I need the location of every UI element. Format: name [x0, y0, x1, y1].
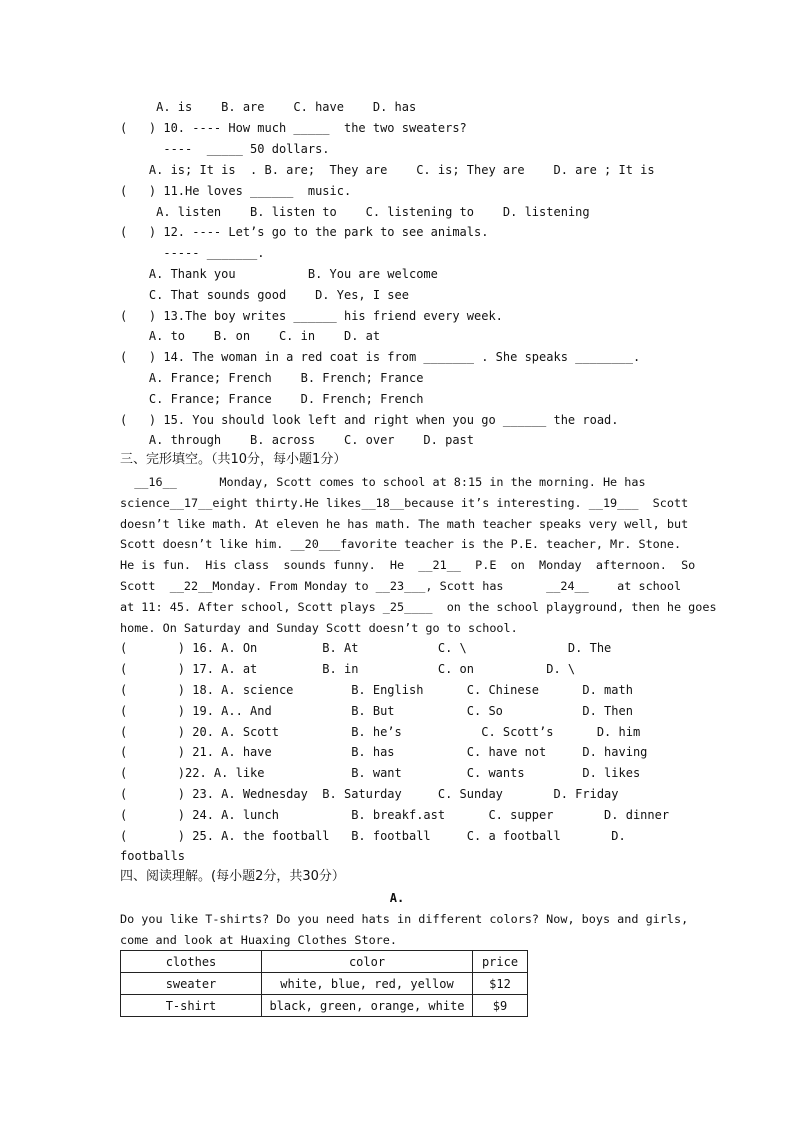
reading-intro-2: come and look at Huaxing Clothes Store.: [120, 933, 397, 947]
cloze-line-3: doesn’t like math. At eleven he has math. The math teacher speaks very well, but: [120, 517, 689, 531]
q12-stem: ( ) 12. ---- Let’s go to the park to see animals.: [120, 225, 489, 239]
table-header-cell: color: [262, 951, 473, 973]
q11-options: A. listen B. listen to C. listening to D. listening: [120, 205, 590, 219]
cloze-q21: ( ) 21. A. have B. has C. have not D. having: [120, 745, 648, 759]
cloze-line-1: __16__ Monday, Scott comes to school at 8:15 in the morning. He has: [120, 475, 646, 489]
table-cell: black, green, orange, white: [262, 995, 473, 1017]
cloze-q18: ( ) 18. A. science B. English C. Chinese D. math: [120, 683, 633, 697]
cloze-q25: ( ) 25. A. the football B. football C. a football D.: [120, 829, 626, 843]
table-header-cell: price: [473, 951, 528, 973]
reading-intro-1: Do you like T-shirts? Do you need hats in different colors? Now, boys and girls,: [120, 912, 689, 926]
cloze-q24: ( ) 24. A. lunch B. breakf.ast C. supper D. dinner: [120, 808, 670, 822]
table-cell: sweater: [121, 973, 262, 995]
q12-options-ab: A. Thank you B. You are welcome: [120, 267, 438, 281]
q14-options-ab: A. France; French B. French; France: [120, 371, 424, 385]
q10-options: A. is; It is . B. are; They are C. is; They are D. are ; It is: [120, 163, 655, 177]
q13-options: A. to B. on C. in D. at: [120, 329, 381, 343]
cloze-line-5: He is fun. His class sounds funny. He __21__ P.E on Monday afternoon. So: [120, 558, 696, 572]
cloze-q20: ( ) 20. A. Scott B. he’s C. Scott’s D. him: [120, 725, 641, 739]
cloze-line-6: Scott __22__Monday. From Monday to __23___, Scott has __24__ at school: [120, 579, 682, 593]
table-cell: $12: [473, 973, 528, 995]
q14-stem: ( ) 14. The woman in a red coat is from _______ . She speaks ________.: [120, 350, 641, 364]
cloze-q19: ( ) 19. A.. And B. But C. So D. Then: [120, 704, 633, 718]
q15-options: A. through B. across C. over D. past: [120, 433, 475, 447]
cloze-line-4: Scott doesn’t like him. __20___favorite teacher is the P.E. teacher, Mr. Stone.: [120, 537, 682, 551]
reading-part-label: A.: [389, 891, 405, 905]
q10-reply: ---- _____ 50 dollars.: [120, 142, 330, 156]
q15-stem: ( ) 15. You should look left and right when you go ______ the road.: [120, 413, 619, 427]
table-row: [121, 973, 528, 995]
table-header-cell: clothes: [121, 951, 262, 973]
q13-stem: ( ) 13.The boy writes ______ his friend every week.: [120, 309, 503, 323]
cloze-q25-wrap: footballs: [120, 849, 186, 863]
cloze-q16: ( ) 16. A. On B. At C. \ D. The: [120, 641, 612, 655]
cloze-line-2: science__17__eight thirty.He likes__18__because it’s interesting. __19___ Scott: [120, 496, 689, 510]
q12-reply: ----- _______.: [120, 246, 265, 260]
table-row: [121, 995, 528, 1017]
section3-heading: 三、完形填空。（共10分，每小题1分）: [120, 452, 347, 467]
q10-stem: ( ) 10. ---- How much _____ the two sweaters?: [120, 121, 467, 135]
q11-stem: ( ) 11.He loves ______ music.: [120, 184, 352, 198]
q12-options-cd: C. That sounds good D. Yes, I see: [120, 288, 409, 302]
cloze-q23: ( ) 23. A. Wednesday B. Saturday C. Sunday D. Friday: [120, 787, 619, 801]
clothes-price-table: [120, 950, 528, 1017]
cloze-line-7: at 11: 45. After school, Scott plays _25____ on the school playground, then he goes: [120, 600, 717, 614]
table-header-row: [121, 951, 528, 973]
cloze-q17: ( ) 17. A. at B. in C. on D. \: [120, 662, 576, 676]
q14-options-cd: C. France; France D. French; French: [120, 392, 424, 406]
cloze-line-8: home. On Saturday and Sunday Scott doesn’t go to school.: [120, 621, 518, 635]
table-cell: white, blue, red, yellow: [262, 973, 473, 995]
section4-heading: 四、阅读理解。(每小题2分，共30分）: [120, 869, 345, 884]
q9-options: A. is B. are C. have D. has: [120, 100, 417, 114]
table-cell: T-shirt: [121, 995, 262, 1017]
cloze-q22: ( )22. A. like B. want C. wants D. likes: [120, 766, 641, 780]
table-cell: $9: [473, 995, 528, 1017]
